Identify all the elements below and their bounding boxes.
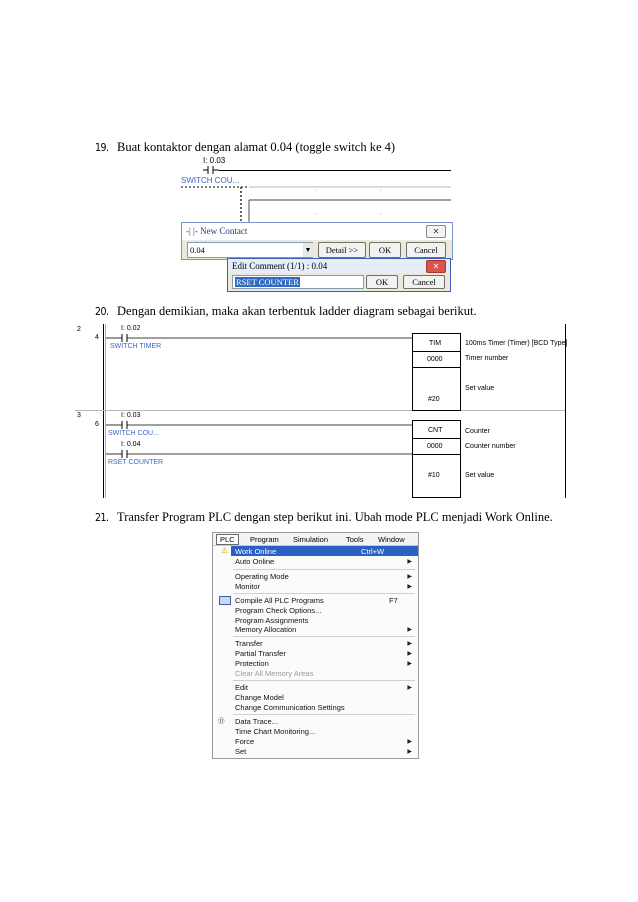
operand-2-desc: Set value xyxy=(465,472,495,479)
menu-item-set[interactable]: Set xyxy=(235,747,247,756)
block-divider xyxy=(413,454,460,455)
menu-tools[interactable]: Tools xyxy=(346,535,364,544)
block-divider xyxy=(413,438,460,439)
menu-item-program-assignments[interactable]: Program Assignments xyxy=(235,616,309,625)
contact-2-address: I: 0.04 xyxy=(121,441,141,448)
chevron-down-icon[interactable]: ▼ xyxy=(303,243,313,257)
submenu-arrow-icon: ▶ xyxy=(407,574,412,580)
step-number: 6 xyxy=(95,421,99,428)
rung-2-line xyxy=(106,333,412,343)
contact-address: I: 0.03 xyxy=(203,156,226,165)
contact-symbol xyxy=(203,165,219,175)
instruction-desc: Counter xyxy=(465,428,490,435)
menu-separator xyxy=(233,636,415,637)
menu-item-partial-transfer[interactable]: Partial Transfer xyxy=(235,649,286,658)
new-contact-dialog xyxy=(181,222,453,260)
menu-item-clear-all-memory: Clear All Memory Areas xyxy=(235,669,314,678)
submenu-arrow-icon: ▶ xyxy=(407,627,412,633)
contact-address-input[interactable]: 0.04 xyxy=(187,242,313,258)
submenu-arrow-icon: ▶ xyxy=(407,739,412,745)
menu-item-change-model[interactable]: Change Model xyxy=(235,693,284,702)
submenu-arrow-icon: ▶ xyxy=(407,641,412,647)
submenu-arrow-icon: ▶ xyxy=(407,661,412,667)
operand-1-desc: Counter number xyxy=(465,443,516,450)
menu-simulation[interactable]: Simulation xyxy=(293,535,329,544)
left-rail xyxy=(103,324,104,498)
shortcut: Ctrl+W xyxy=(361,547,385,556)
close-button[interactable]: ✕ xyxy=(426,260,446,273)
contact-2-comment: RSET COUNTER xyxy=(108,459,164,466)
submenu-arrow-icon: ▶ xyxy=(407,651,412,657)
edit-comment-dialog xyxy=(227,258,451,292)
cancel-button[interactable]: Cancel xyxy=(403,275,445,289)
menu-item-auto-online[interactable]: Auto Online xyxy=(235,557,275,566)
step-text: Transfer Program PLC dengan step berikut ini. Ubah mode PLC menjadi Work Online. xyxy=(117,510,553,524)
menu-item-force[interactable]: Force xyxy=(235,737,255,746)
menu-plc[interactable]: PLC xyxy=(216,534,239,545)
menu-item-transfer[interactable]: Transfer xyxy=(235,639,263,648)
operand-2-desc: Set value xyxy=(465,385,495,392)
warning-icon: ⚠ xyxy=(221,546,229,555)
step-19 xyxy=(95,140,395,155)
contact-comment: SWITCH COU... xyxy=(108,430,159,437)
ok-button[interactable]: OK xyxy=(366,275,398,289)
block-divider xyxy=(413,351,460,352)
step-20 xyxy=(95,304,477,319)
step-21 xyxy=(95,510,553,525)
compile-icon xyxy=(219,596,231,605)
menubar xyxy=(213,533,418,546)
menu-item-protection[interactable]: Protection xyxy=(235,659,269,668)
instruction-name: CNT xyxy=(428,427,443,434)
detail-button[interactable]: Detail >> xyxy=(318,242,366,258)
menu-item-change-communication-settings[interactable]: Change Communication Settings xyxy=(235,703,345,712)
data-trace-icon: Ⓓ xyxy=(218,718,225,725)
step-number: 19. xyxy=(95,142,109,154)
operand-1-desc: Timer number xyxy=(465,355,509,362)
dialog-title: -| |- New Contact xyxy=(182,223,452,240)
cancel-button[interactable]: Cancel xyxy=(406,242,446,258)
operand-1: 0000 xyxy=(427,356,443,363)
step-number: 20. xyxy=(95,306,109,318)
plc-menu-screenshot xyxy=(212,532,419,759)
operand-2: #20 xyxy=(428,396,440,403)
instruction-desc: 100ms Timer (Timer) [BCD Type] xyxy=(465,340,568,347)
contact-address: I: 0.02 xyxy=(121,325,141,332)
submenu-arrow-icon: ▶ xyxy=(407,559,412,565)
rung-3-line xyxy=(106,420,412,430)
step-number: 4 xyxy=(95,334,99,341)
comment-value: RSET COUNTER xyxy=(236,277,299,287)
menu-window[interactable]: Window xyxy=(378,535,405,544)
ladder-diagram xyxy=(75,324,566,498)
ok-button[interactable]: OK xyxy=(369,242,401,258)
block-divider xyxy=(413,367,460,368)
menu-item-time-chart-monitoring[interactable]: Time Chart Monitoring... xyxy=(235,727,316,736)
reset-line xyxy=(106,449,412,459)
submenu-arrow-icon: ▶ xyxy=(407,685,412,691)
rung-line xyxy=(219,170,451,171)
timer-block xyxy=(412,333,461,411)
rung-number: 3 xyxy=(77,412,81,419)
operand-1: 0000 xyxy=(427,443,443,450)
menu-separator xyxy=(233,714,415,715)
rung-number: 2 xyxy=(77,326,81,333)
menu-item-compile-all[interactable]: Compile All PLC Programs xyxy=(235,596,324,605)
step-number: 21. xyxy=(95,512,109,524)
contact-comment: SWITCH TIMER xyxy=(110,343,162,350)
submenu-arrow-icon: ▶ xyxy=(407,749,412,755)
menu-item-monitor[interactable]: Monitor xyxy=(235,582,261,591)
menu-separator xyxy=(233,593,415,594)
counter-block xyxy=(412,420,461,498)
contact-address: I: 0.03 xyxy=(121,412,141,419)
menu-item-edit[interactable]: Edit xyxy=(235,683,248,692)
shortcut: F7 xyxy=(389,596,398,605)
menu-item-data-trace[interactable]: Data Trace... xyxy=(235,717,278,726)
menu-item-memory-allocation[interactable]: Memory Allocation xyxy=(235,625,297,634)
menu-separator xyxy=(233,569,415,570)
operand-2: #10 xyxy=(428,472,440,479)
menu-item-operating-mode[interactable]: Operating Mode xyxy=(235,572,289,581)
menu-separator xyxy=(233,680,415,681)
dialog-title: Edit Comment (1/1) : 0.04 xyxy=(228,259,450,273)
step-text: Dengan demikian, maka akan terbentuk ladder diagram sebagai berikut. xyxy=(117,304,477,318)
menu-item-work-online[interactable]: Work Online xyxy=(235,547,277,556)
comment-input[interactable] xyxy=(232,275,364,289)
menu-program[interactable]: Program xyxy=(250,535,279,544)
rung-separator xyxy=(75,410,565,411)
left-rail-green xyxy=(105,324,106,498)
menu-item-program-check-options[interactable]: Program Check Options... xyxy=(235,606,322,615)
close-button[interactable]: ✕ xyxy=(426,225,446,238)
step-text: Buat kontaktor dengan alamat 0.04 (toggle switch ke 4) xyxy=(117,140,396,154)
submenu-arrow-icon: ▶ xyxy=(407,584,412,590)
contact-comment: SWITCH COU... xyxy=(181,176,240,185)
new-contact-figure xyxy=(181,154,451,290)
instruction-name: TIM xyxy=(429,340,442,347)
